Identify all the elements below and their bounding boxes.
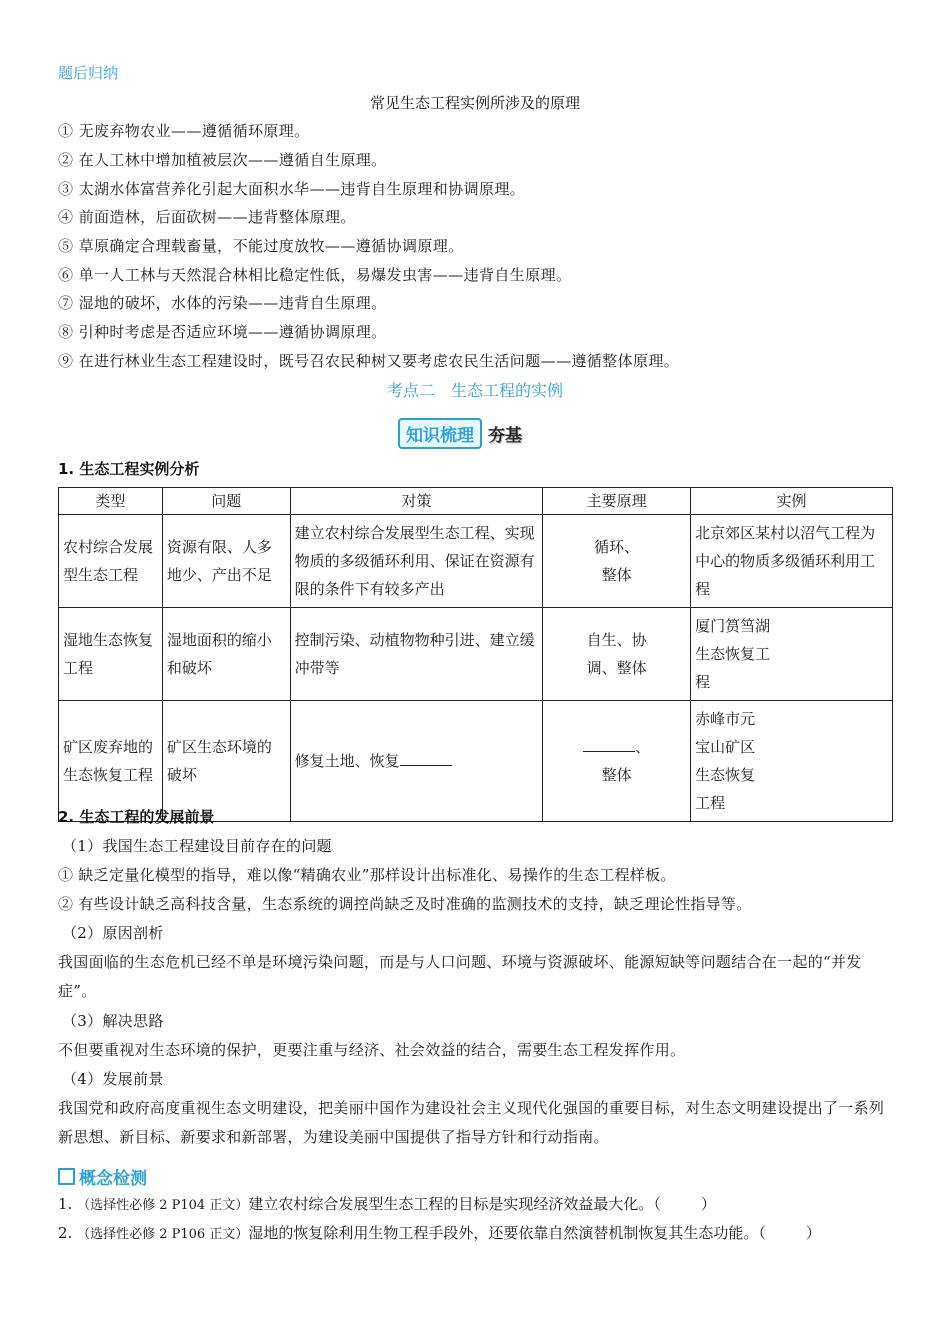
cell-problem: 湿地面积的缩小和破坏 [162,608,290,701]
cell-principle [543,515,691,608]
summary-item: ④ 前面造林，后面砍树——违背整体原理。 [58,208,356,226]
summary-item: ⑥ 单一人工林与天然混合林相比稳定性低，易爆发虫害——违背自生原理。 [58,266,572,284]
summary-item: ① 无废弃物农业——遵循循环原理。 [58,122,310,140]
cell-type: 湿地生态恢复工程 [59,608,163,701]
cell-measure: 控制污染、动植物物种引进、建立缓冲带等 [290,608,543,701]
concept-title: 概念检测 [79,1169,147,1189]
question-close: ） [700,1195,716,1213]
summary-item: ⑧ 引种时考虑是否适应环境——遵循协调原理。 [58,323,387,341]
s1-title: （1）我国生态工程建设目前存在的问题 [62,837,332,855]
cell-type: 农村综合发展型生态工程 [59,515,163,608]
checkbox-icon [58,1168,75,1185]
question-1 [58,1190,893,1220]
example-table [58,487,893,822]
table-row [59,608,893,701]
summary-item: ⑤ 草原确定合理载畜量，不能过度放牧——遵循协调原理。 [58,237,464,255]
principle-line [547,733,686,761]
table-header: 主要原理 [543,488,691,515]
part1-title: 1. 生态工程实例分析 [58,460,200,478]
cell-problem: 矿区生态环境的破坏 [162,701,290,822]
s2-title: （2）原因剖析 [62,924,164,942]
summary-item: ③ 太湖水体富营养化引起大面积水华——违背自生原理和协调原理。 [58,180,526,198]
fill-blank[interactable] [583,737,635,752]
question-num: 1. [58,1195,73,1213]
part2-title: 2. 生态工程的发展前景 [58,808,215,826]
cell-example: 厦门筼筜湖生态恢复工程 [691,608,893,701]
question-num: 2. [58,1224,73,1242]
table-header: 问题 [162,488,290,515]
kaodian-title: 考点二 生态工程的实例 [386,381,563,400]
summary-item: ⑨ 在进行林业生态工程建设时，既号召农民种树又要考虑农民生活问题——遵循整体原理。 [58,352,680,370]
question-source: （选择性必修 2 P106 正文） [77,1227,249,1242]
banner-left: 知识梳理 [398,418,482,449]
knowledge-banner [398,418,522,448]
table-header: 类型 [59,488,163,515]
cell-example: 北京郊区某村以沼气工程为中心的物质多级循环利用工程 [691,515,893,608]
summary-item: ⑦ 湿地的破坏，水体的污染——违背自生原理。 [58,294,387,312]
cell-measure: 建立农村综合发展型生态工程、实现物质的多级循环利用、保证在资源有限的条件下有较多产出 [290,515,543,608]
table-row [59,515,893,608]
cell-problem: 资源有限、人多地少、产出不足 [162,515,290,608]
table-row [59,701,893,822]
question-close: ） [805,1224,821,1242]
table-header: 实例 [691,488,893,515]
question-text: 建立农村综合发展型生态工程的目标是实现经济效益最大化。（ [248,1195,661,1213]
question-2 [58,1219,893,1249]
s4-title: （4）发展前景 [62,1070,164,1088]
s1-item: ② 有些设计缺乏高科技含量，生态系统的调控尚缺乏及时准确的监测技术的支持，缺乏理论性指导等。 [58,895,752,913]
cell-principle [543,608,691,701]
cell-measure [290,701,543,822]
concept-heading [58,1164,147,1189]
cell-type: 矿区废弃地的生态恢复工程 [59,701,163,822]
s4-text: 我国党和政府高度重视生态文明建设，把美丽中国作为建设社会主义现代化强国的重要目标，对生态文明建设提出了一系列新思想、新目标、新要求和新部署，为建设美丽中国提供了指导方针和行动指南。 [58,1099,885,1146]
summary-item: ② 在人工林中增加植被层次——遵循自生原理。 [58,151,387,169]
principle-line: 自生、协 [586,631,647,649]
principle-sep: 、 [635,738,651,756]
principle-line: 整体 [601,566,632,584]
question-text: 湿地的恢复除利用生物工程手段外，还要依靠自然演替机制恢复其生态功能。（ [248,1224,766,1242]
summary-title: 常见生态工程实例所涉及的原理 [369,94,580,112]
cell-example: 赤峰市元宝山矿区生态恢复工程 [691,701,893,822]
s3-title: （3）解决思路 [62,1012,164,1030]
fill-blank[interactable] [400,751,452,766]
section-tag: 题后归纳 [58,64,119,82]
principle-line: 循环、 [594,538,640,556]
question-source: （选择性必修 2 P104 正文） [77,1198,249,1213]
banner-right: 夯基 [488,425,522,446]
table-header-row [59,488,893,515]
cell-principle [543,701,691,822]
s2-text: 我国面临的生态危机已经不单是环境污染问题，而是与人口问题、环境与资源破坏、能源短缺等问题结合在一起的“并发症”。 [58,953,862,1000]
s1-item: ① 缺乏定量化模型的指导，难以像“精确农业”那样设计出标准化、易操作的生态工程样板。 [58,866,676,884]
principle-line: 调、整体 [586,659,647,677]
principle-line: 整体 [601,766,632,784]
table-header: 对策 [290,488,543,515]
measure-text: 修复土地、恢复 [294,752,400,770]
s3-text: 不但要重视对生态环境的保护，更要注重与经济、社会效益的结合，需要生态工程发挥作用。 [58,1041,686,1059]
